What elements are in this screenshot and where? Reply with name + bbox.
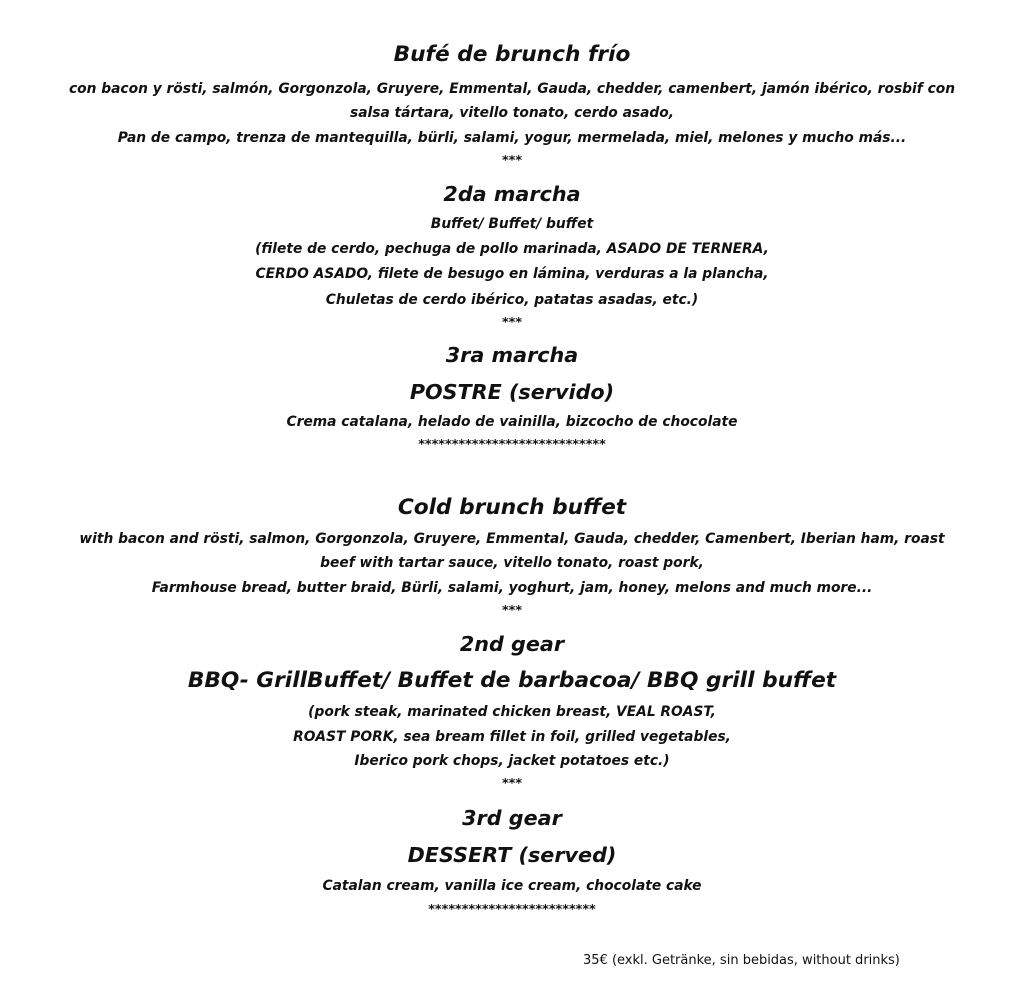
- english-course3-title: 3rd gear: [462, 806, 562, 830]
- spanish-course3-title: 3ra marcha: [445, 343, 579, 367]
- spanish-course2-item-1: (filete de cerdo, pechuga de pollo marinada, ASADO DE TERNERA,: [255, 241, 769, 257]
- english-course2-title: 2nd gear: [459, 632, 565, 656]
- english-course2-subtitle: BBQ- GrillBuffet/ Buffet de barbacoa/ BBQ grill buffet: [187, 668, 837, 693]
- spanish-separator-1: ***: [501, 153, 523, 168]
- english-separator-1: ***: [501, 603, 523, 618]
- spanish-desc-line-1: con bacon y rösti, salmón, Gorgonzola, Gruyere, Emmental, Gauda, chedder, camenbert, jamón ibérico, rosbif con: [68, 81, 956, 97]
- spanish-title: Bufé de brunch frío: [393, 42, 631, 67]
- spanish-course2-item-3: Chuletas de cerdo ibérico, patatas asadas, etc.): [325, 292, 699, 308]
- spanish-course2-title: 2da marcha: [443, 182, 581, 206]
- english-course3-subtitle: DESSERT (served): [407, 843, 617, 867]
- english-course2-item-1: (pork steak, marinated chicken breast, VEAL ROAST,: [308, 704, 716, 720]
- spanish-course3-subtitle: POSTRE (servido): [409, 380, 615, 404]
- english-title: Cold brunch buffet: [397, 495, 627, 520]
- spanish-course2-subtitle: Buffet/ Buffet/ buffet: [430, 216, 594, 232]
- english-desc-line-3: Farmhouse bread, butter braid, Bürli, salami, yoghurt, jam, honey, melons and much more...: [151, 580, 873, 596]
- spanish-desc-line-2: salsa tártara, vitello tonato, cerdo asado,: [349, 105, 675, 121]
- spanish-course3-items: Crema catalana, helado de vainilla, bizcocho de chocolate: [286, 414, 738, 430]
- spanish-end-stars: ****************************: [418, 437, 606, 452]
- english-course3-items: Catalan cream, vanilla ice cream, chocolate cake: [322, 878, 702, 894]
- english-course2-item-2: ROAST PORK, sea bream fillet in foil, grilled vegetables,: [293, 729, 731, 745]
- spanish-desc-line-3: Pan de campo, trenza de mantequilla, bürli, salami, yogur, mermelada, miel, melones y mucho más...: [117, 130, 907, 146]
- spanish-separator-2: ***: [501, 315, 523, 330]
- english-desc-line-2: beef with tartar sauce, vitello tonato, roast pork,: [320, 555, 704, 571]
- english-end-stars: *************************: [428, 902, 596, 917]
- spanish-course2-item-2: CERDO ASADO, filete de besugo en lámina, verduras a la plancha,: [255, 266, 769, 282]
- price-note: 35€ (exkl. Getränke, sin bebidas, without drinks): [583, 953, 900, 968]
- english-desc-line-1: with bacon and rösti, salmon, Gorgonzola, Gruyere, Emmental, Gauda, chedder, Camenbert, Iberian ham, roast: [79, 531, 945, 547]
- english-separator-2: ***: [501, 776, 523, 791]
- english-course2-item-3: Iberico pork chops, jacket potatoes etc.): [354, 753, 670, 769]
